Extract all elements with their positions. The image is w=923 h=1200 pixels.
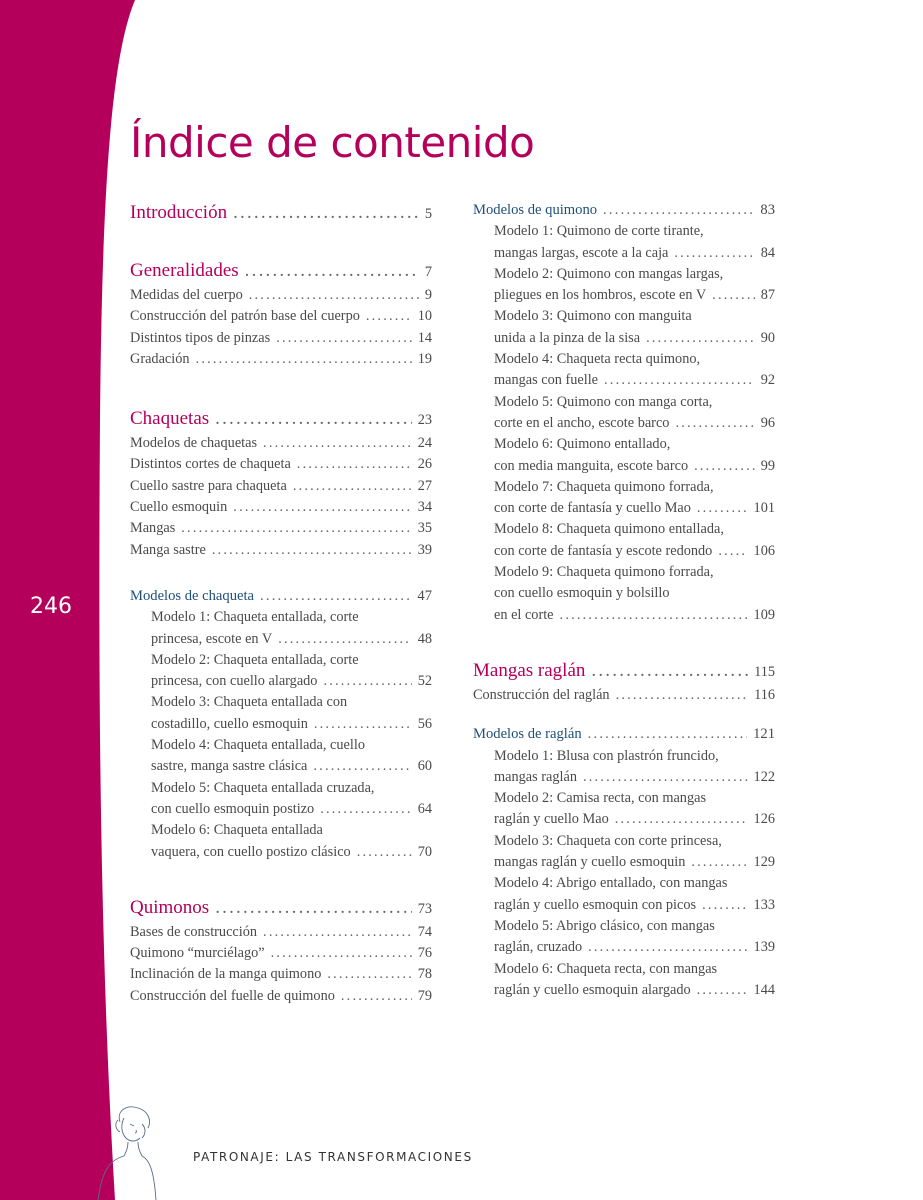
leader-dots (297, 454, 412, 475)
toc-entry-title: Construcción del raglán (473, 686, 610, 703)
toc-heading-title: Introducción (130, 202, 228, 223)
leader-dots (278, 629, 411, 650)
toc-page-number: 139 (753, 939, 775, 956)
toc-model-line: Modelo 6: Quimono entallado, (494, 436, 671, 453)
toc-entry[interactable] (130, 964, 432, 985)
toc-entry-title: Construcción del patrón base del cuerpo (130, 308, 360, 325)
toc-entry-title: costadillo, cuello esmoquin (151, 715, 308, 732)
leader-dots (263, 922, 412, 943)
toc-page-number: 35 (417, 520, 432, 537)
toc-page-number: 116 (754, 686, 775, 703)
toc-page-number: 73 (417, 900, 432, 917)
toc-entry-title: raglán y cuello esmoquin alargado (494, 981, 691, 998)
toc-model-entry[interactable] (473, 767, 775, 788)
toc-page-number: 23 (417, 412, 432, 429)
leader-dots (583, 767, 748, 788)
leader-dots (249, 285, 419, 306)
toc-page-number: 5 (424, 206, 432, 222)
leader-dots (694, 456, 755, 477)
toc-page-number: 9 (424, 287, 432, 303)
leader-dots (697, 980, 748, 1001)
toc-page-number: 96 (760, 414, 775, 431)
toc-section-quimonos (130, 895, 432, 1007)
toc-model-entry[interactable] (473, 980, 775, 1001)
toc-page-number: 26 (417, 456, 432, 473)
toc-entry-title: sastre, manga sastre clásica (151, 758, 308, 775)
toc-entry[interactable] (130, 540, 432, 561)
toc-model-entry[interactable] (473, 541, 775, 562)
toc-model-entry[interactable] (130, 671, 432, 692)
toc-model-entry[interactable] (473, 852, 775, 873)
toc-model-entry[interactable] (473, 413, 775, 434)
toc-entry-title: raglán, cruzado (494, 939, 583, 956)
toc-entry-title: Distintos tipos de pinzas (130, 329, 271, 346)
toc-entry-title: Manga sastre (130, 541, 206, 558)
leader-dots (245, 258, 419, 284)
toc-page-number: 99 (760, 457, 775, 474)
toc-model-entry[interactable] (473, 809, 775, 830)
toc-entry[interactable] (130, 518, 432, 539)
toc-model-entry[interactable] (473, 456, 775, 477)
leader-dots (674, 243, 754, 264)
toc-heading-title: Generalidades (130, 260, 239, 281)
toc-entry[interactable] (130, 986, 432, 1007)
toc-model-entry[interactable] (130, 799, 432, 820)
page-title: Índice de contenido (130, 118, 535, 167)
toc-page-number: 19 (417, 350, 432, 367)
toc-heading-title: Quimonos (130, 896, 210, 918)
leader-dots (702, 895, 747, 916)
toc-entry[interactable] (130, 349, 432, 370)
toc-page-number: 74 (417, 923, 432, 940)
toc-entry[interactable] (473, 685, 775, 706)
toc-page-number: 106 (753, 542, 775, 559)
toc-subheading[interactable] (473, 200, 775, 221)
toc-page-number: 90 (760, 329, 775, 346)
toc-model-entry[interactable] (130, 756, 432, 777)
toc-page-number: 109 (753, 606, 775, 623)
toc-section-modelos-de-raglan (473, 724, 775, 1001)
toc-entry-title: vaquera, con cuello postizo clásico (151, 843, 351, 860)
toc-page-number: 52 (417, 673, 432, 690)
toc-model-line: Modelo 3: Chaqueta entallada con (151, 694, 348, 711)
leader-dots (588, 937, 747, 958)
toc-page-number: 84 (760, 244, 775, 261)
toc-model-entry[interactable] (130, 842, 432, 863)
toc-heading[interactable] (130, 258, 432, 285)
toc-section-chaquetas (130, 406, 432, 561)
toc-model-line: Modelo 2: Chaqueta entallada, corte (151, 651, 359, 668)
toc-model-entry[interactable] (473, 498, 775, 519)
toc-page-number: 122 (753, 768, 775, 785)
toc-entry-title: con cuello esmoquin postizo (151, 800, 315, 817)
leader-dots (196, 349, 412, 370)
toc-model-entry[interactable] (473, 328, 775, 349)
toc-heading[interactable] (473, 658, 775, 685)
toc-entry[interactable] (130, 328, 432, 349)
toc-section-modelos-de-quimono (473, 200, 775, 626)
toc-model-line: Modelo 1: Quimono de corte tirante, (494, 223, 704, 240)
toc-subheading[interactable] (130, 586, 432, 607)
toc-model-entry[interactable] (473, 895, 775, 916)
leader-dots (675, 413, 754, 434)
toc-model-line: con cuello esmoquin y bolsillo (494, 585, 670, 602)
leader-dots (591, 658, 748, 684)
toc-subheading-title: Modelos de quimono (473, 202, 598, 218)
toc-section-generalidades (130, 258, 432, 370)
toc-entry-title: Inclinación de la manga quimono (130, 966, 322, 983)
toc-heading-title: Mangas raglán (473, 659, 586, 681)
toc-subheading[interactable] (473, 724, 775, 745)
toc-entry-title: Construcción del fuelle de quimono (130, 987, 335, 1004)
toc-page-number: 34 (417, 499, 432, 516)
page-number: 246 (30, 594, 72, 619)
toc-entry-title: con corte de fantasía y escote redondo (494, 542, 713, 559)
toc-page-number: 126 (753, 811, 775, 828)
leader-dots (718, 541, 747, 562)
toc-entry-title: Modelos de chaquetas (130, 435, 258, 452)
toc-model-line: Modelo 6: Chaqueta recta, con mangas (494, 960, 718, 977)
toc-entry[interactable] (130, 922, 432, 943)
leader-dots (233, 200, 419, 226)
toc-page-number: 10 (417, 308, 432, 325)
toc-left-column (130, 200, 432, 1007)
toc-page-number: 39 (417, 541, 432, 558)
leader-dots (691, 852, 747, 873)
leader-dots (366, 306, 412, 327)
toc-entry-title: corte en el ancho, escote barco (494, 414, 670, 431)
toc-model-line: Modelo 5: Quimono con manga corta, (494, 393, 713, 410)
toc-entry-title: en el corte (494, 606, 554, 623)
toc-entry[interactable] (130, 454, 432, 475)
toc-entry-title: mangas raglán y cuello esmoquin (494, 854, 686, 871)
toc-entry-title: Distintos cortes de chaqueta (130, 456, 291, 473)
toc-model-line: Modelo 2: Quimono con mangas largas, (494, 265, 724, 282)
toc-model-line: Modelo 3: Quimono con manguita (494, 308, 692, 325)
toc-model-line: Modelo 5: Abrigo clásico, con mangas (494, 917, 715, 934)
leader-dots (603, 200, 754, 221)
toc-model-entry[interactable] (473, 243, 775, 264)
toc-page-number: 7 (424, 264, 432, 280)
toc-subheading-title: Modelos de chaqueta (130, 587, 255, 604)
toc-entry-title: Gradación (130, 350, 190, 367)
toc-entry-title: raglán y cuello Mao (494, 811, 609, 828)
toc-entry[interactable] (130, 306, 432, 327)
toc-entry[interactable] (130, 433, 432, 454)
toc-model-line: Modelo 4: Chaqueta recta quimono, (494, 351, 701, 368)
toc-page-number: 92 (760, 372, 775, 389)
toc-page-number: 79 (417, 987, 432, 1004)
toc-page-number: 64 (417, 800, 432, 817)
leader-dots (560, 605, 748, 626)
leader-dots (263, 433, 412, 454)
toc-model-line: Modelo 2: Camisa recta, con mangas (494, 790, 707, 807)
toc-model-entry[interactable] (473, 285, 775, 306)
toc-page-number: 56 (417, 715, 432, 732)
leader-dots (697, 498, 748, 519)
toc-page-number: 48 (417, 630, 432, 647)
toc-page-number: 144 (753, 981, 775, 998)
toc-model-line: Modelo 9: Chaqueta quimono forrada, (494, 564, 714, 581)
leader-dots (215, 895, 412, 921)
toc-entry-title: Cuello sastre para chaqueta (130, 477, 287, 494)
toc-page-number: 83 (760, 202, 775, 218)
toc-entry-title: mangas raglán (494, 768, 577, 785)
toc-entry-title: Bases de construcción (130, 923, 258, 940)
toc-heading[interactable] (130, 200, 432, 227)
leader-dots (604, 370, 755, 391)
toc-entry-title: Cuello esmoquin (130, 499, 228, 516)
toc-entry-title: mangas largas, escote a la caja (494, 244, 669, 261)
leader-dots (293, 476, 412, 497)
toc-entry[interactable] (130, 476, 432, 497)
toc-model-entry[interactable] (130, 714, 432, 735)
toc-model-line: Modelo 4: Abrigo entallado, con mangas (494, 875, 728, 892)
leader-dots (327, 964, 411, 985)
leader-dots (233, 497, 411, 518)
toc-page-number: 115 (754, 663, 775, 680)
toc-page-number: 24 (417, 435, 432, 452)
leader-dots (212, 540, 412, 561)
toc-entry-title: mangas con fuelle (494, 372, 599, 389)
toc-page-number: 121 (753, 726, 775, 743)
toc-model-entry[interactable] (130, 629, 432, 650)
fashion-figure-illustration (80, 1100, 170, 1200)
toc-heading[interactable] (130, 895, 432, 922)
leader-dots (357, 842, 412, 863)
toc-page-number: 133 (753, 896, 775, 913)
side-band (0, 0, 150, 1200)
toc-section-introduccion (130, 200, 432, 227)
leader-dots (260, 586, 411, 607)
toc-model-line: Modelo 4: Chaqueta entallada, cuello (151, 737, 365, 754)
toc-heading-title: Chaquetas (130, 408, 210, 430)
toc-page-number: 78 (417, 966, 432, 983)
toc-entry-title: con media manguita, escote barco (494, 457, 689, 474)
toc-model-entry[interactable] (473, 370, 775, 391)
toc-page-number: 76 (417, 945, 432, 962)
toc-entry-title: raglán y cuello esmoquin con picos (494, 896, 697, 913)
toc-page-number: 27 (417, 477, 432, 494)
toc-model-line: Modelo 1: Chaqueta entallada, corte (151, 609, 359, 626)
toc-model-line: Modelo 7: Chaqueta quimono forrada, (494, 478, 714, 495)
toc-entry-title: con corte de fantasía y cuello Mao (494, 500, 691, 517)
toc-page-number: 47 (417, 587, 432, 604)
toc-model-entry[interactable] (473, 605, 775, 626)
leader-dots (314, 714, 412, 735)
toc-page-number: 70 (417, 843, 432, 860)
leader-dots (276, 328, 412, 349)
toc-page-number: 14 (417, 329, 432, 346)
toc-model-entry[interactable] (473, 937, 775, 958)
leader-dots (271, 943, 412, 964)
toc-entry-title: Quimono “murciélago” (130, 945, 265, 962)
leader-dots (712, 285, 755, 306)
leader-dots (646, 328, 755, 349)
toc-heading[interactable] (130, 406, 432, 433)
toc-entry-title: Medidas del cuerpo (130, 287, 243, 303)
leader-dots (616, 685, 749, 706)
leader-dots (181, 518, 411, 539)
toc-model-line: Modelo 3: Chaqueta con corte princesa, (494, 832, 722, 849)
leader-dots (313, 756, 411, 777)
toc-section-mangas-raglan (473, 658, 775, 706)
toc-entry-title: princesa, escote en V (151, 630, 273, 647)
toc-model-line: Modelo 1: Blusa con plastrón fruncido, (494, 747, 719, 764)
toc-entry-title: Mangas (130, 520, 176, 537)
toc-entry[interactable] (130, 497, 432, 518)
toc-section-modelos-de-chaqueta (130, 586, 432, 863)
toc-page-number: 101 (753, 500, 775, 517)
toc-model-line: Modelo 8: Chaqueta quimono entallada, (494, 521, 724, 538)
toc-page-number: 60 (417, 758, 432, 775)
toc-entry-title: pliegues en los hombros, escote en V (494, 287, 707, 304)
leader-dots (341, 986, 412, 1007)
toc-entry[interactable] (130, 943, 432, 964)
toc-entry-title: unida a la pinza de la sisa (494, 329, 641, 346)
leader-dots (215, 406, 412, 432)
leader-dots (320, 799, 412, 820)
toc-right-column (473, 200, 775, 1001)
toc-model-line: Modelo 5: Chaqueta entallada cruzada, (151, 779, 375, 796)
footer-book-title: PATRONAJE: LAS TRANSFORMACIONES (193, 1150, 473, 1164)
toc-entry-title: princesa, con cuello alargado (151, 673, 318, 690)
leader-dots (588, 724, 747, 745)
toc-model-line: Modelo 6: Chaqueta entallada (151, 822, 323, 839)
toc-subheading-title: Modelos de raglán (473, 726, 582, 743)
toc-entry[interactable] (130, 285, 432, 306)
toc-page-number: 87 (760, 287, 775, 304)
toc-page-number: 129 (753, 854, 775, 871)
leader-dots (615, 809, 748, 830)
leader-dots (323, 671, 411, 692)
